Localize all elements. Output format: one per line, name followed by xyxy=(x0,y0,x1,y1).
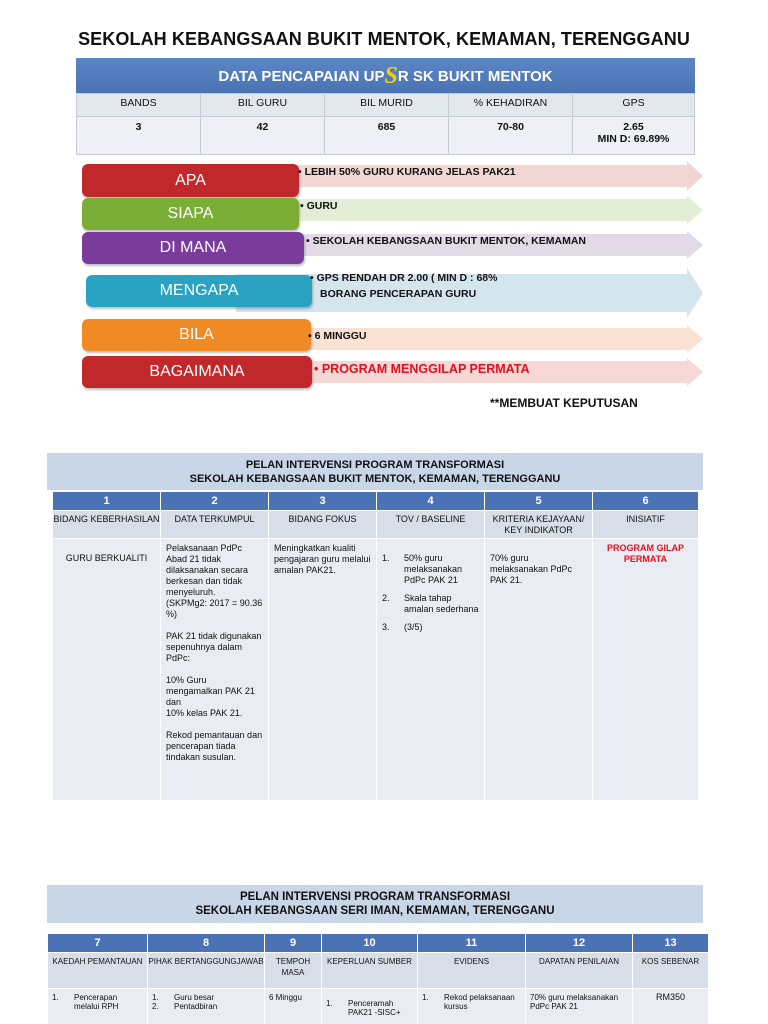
five-w-label-bagaimana: BAGAIMANA xyxy=(82,356,312,388)
plan1-col-number: 6 xyxy=(593,492,699,511)
plan2-subheader: KOS SEBENAR xyxy=(633,953,709,989)
five-w-answer: • PROGRAM MENGGILAP PERMATA xyxy=(314,362,530,376)
heading-part-1: DATA PENCAPAIAN UP xyxy=(218,68,385,85)
sumber-item: Penceramah PAK21 -SISC+ xyxy=(348,999,401,1017)
heading-ups-letter: S xyxy=(384,63,398,89)
plan2-tempoh: 6 Minggu xyxy=(265,989,322,1024)
pihak-item: Guru besar xyxy=(174,993,215,1002)
data-terkumpul-line: 10% kelas PAK 21. xyxy=(166,708,243,718)
value-kehadiran: 70-80 xyxy=(449,117,573,155)
plan1-subheader: INISIATIF xyxy=(593,511,699,539)
plan1-data-terkumpul xyxy=(161,539,269,801)
plan2-col-number: 9 xyxy=(265,934,322,953)
plan1-col-number: 5 xyxy=(485,492,593,511)
header-gps: GPS xyxy=(573,94,695,117)
plan1-subheader: BIDANG FOKUS xyxy=(269,511,377,539)
plan1-subheader: DATA TERKUMPUL xyxy=(161,511,269,539)
header-bil-guru: BIL GURU xyxy=(201,94,325,117)
plan1-fokus: Meningkatkan kualiti pengajaran guru melalui amalan PAK21. xyxy=(269,539,377,801)
plan2-col-number: 12 xyxy=(526,934,633,953)
plan2-subheader: DAPATAN PENILAIAN xyxy=(526,953,633,989)
evidens-item: Rekod pelaksanaan kursus xyxy=(444,993,515,1011)
five-w-label-siapa: SIAPA xyxy=(82,198,299,230)
five-w-label-apa: APA xyxy=(82,164,299,197)
plan1-table xyxy=(52,491,699,801)
plan2-heading-line1: PELAN INTERVENSI PROGRAM TRANSFORMASI xyxy=(239,891,511,903)
value-bands: 3 xyxy=(77,117,201,155)
plan1-heading-line1: PELAN INTERVENSI PROGRAM TRANSFORMASI xyxy=(245,459,505,471)
achievement-table-heading xyxy=(76,58,695,93)
plan2-subheader: EVIDENS xyxy=(418,953,526,989)
plan2-table xyxy=(47,933,709,1024)
data-terkumpul-line xyxy=(166,664,263,675)
plan2-col-number: 13 xyxy=(633,934,709,953)
five-w-answer: • GURU xyxy=(300,200,338,212)
plan1-subheader: KRITERIA KEJAYAAN/ KEY INDIKATOR xyxy=(485,511,593,539)
data-terkumpul-line: Rekod pemantauan dan pencerapan tiada tindakan susulan. xyxy=(166,730,263,762)
five-w-answer: • SEKOLAH KEBANGSAAN BUKIT MENTOK, KEMAMAN xyxy=(306,235,586,247)
gps-min-d: MIN D: 69.89% xyxy=(597,133,670,145)
header-kehadiran: % KEHADIRAN xyxy=(449,94,573,117)
plan2-sumber: 1. Penceramah PAK21 -SISC+ xyxy=(322,989,418,1024)
data-terkumpul-line: PAK 21 tidak digunakan sepenuhnya dalam PdPc: xyxy=(166,631,262,663)
header-bands: BANDS xyxy=(77,94,201,117)
data-terkumpul-line xyxy=(166,719,263,730)
tov-item: 2. Skala tahap amalan sederhana xyxy=(382,593,479,614)
five-w-answer: • LEBIH 50% GURU KURANG JELAS PAK21 xyxy=(298,166,516,178)
plan2-kaedah: 1. Pencerapan melalui RPH xyxy=(48,989,148,1024)
plan2-col-number: 8 xyxy=(148,934,265,953)
plan1-col-number: 4 xyxy=(377,492,485,511)
decision-note: **MEMBUAT KEPUTUSAN xyxy=(490,396,638,410)
page-title: SEKOLAH KEBANGSAAN BUKIT MENTOK, KEMAMAN, TERENGGANU xyxy=(78,29,690,49)
plan2-col-number: 10 xyxy=(322,934,418,953)
value-bil-murid: 685 xyxy=(325,117,449,155)
plan2-kos: RM350 xyxy=(633,989,709,1024)
plan2-heading-line2: SEKOLAH KEBANGSAAN SERI IMAN, KEMAMAN, TERENGGANU xyxy=(195,905,555,917)
plan1-col-number: 1 xyxy=(53,492,161,511)
achievement-data-table xyxy=(76,58,695,155)
tov-item: 3. (3/5) xyxy=(382,622,423,632)
data-terkumpul-line xyxy=(166,620,263,631)
header-bil-murid: BIL MURID xyxy=(325,94,449,117)
plan1-col-number: 3 xyxy=(269,492,377,511)
plan1-col-number: 2 xyxy=(161,492,269,511)
value-bil-guru: 42 xyxy=(201,117,325,155)
five-w-label-mengapa: MENGAPA xyxy=(86,275,312,307)
plan1-subheader: TOV / BASELINE xyxy=(377,511,485,539)
plan2-evidens: 1. Rekod pelaksanaan kursus xyxy=(418,989,526,1024)
data-terkumpul-line: 10% Guru mengamalkan PAK 21 dan xyxy=(166,675,255,707)
plan2-col-number: 7 xyxy=(48,934,148,953)
heading-part-2: R SK BUKIT MENTOK xyxy=(397,68,553,85)
plan2-heading xyxy=(47,885,703,923)
data-terkumpul-lines xyxy=(166,543,263,763)
value-gps xyxy=(573,117,695,155)
five-w-answer: • GPS RENDAH DR 2.00 ( MIN D : 68% BORANG PENCERAPAN GURU xyxy=(310,272,498,300)
plan1-kriteria: 70% guru melaksanakan PdPc PAK 21. xyxy=(485,539,593,801)
pihak-item: Pentadbiran xyxy=(174,1002,218,1011)
plan1-bidang: GURU BERKUALITI xyxy=(53,539,161,801)
plan2-subheader: KEPERLUAN SUMBER xyxy=(322,953,418,989)
kaedah-item: Pencerapan melalui RPH xyxy=(74,993,119,1011)
plan2-col-number: 11 xyxy=(418,934,526,953)
plan2-dapatan: 70% guru melaksanakan PdPc PAK 21 xyxy=(526,989,633,1024)
plan2-subheader: TEMPOH MASA xyxy=(265,953,322,989)
plan1-tov xyxy=(377,539,485,801)
five-w-answer: • 6 MINGGU xyxy=(308,330,367,342)
five-w-label-bila: BILA xyxy=(82,319,311,351)
gps-value: 2.65 xyxy=(623,121,644,133)
plan1-inisiatif: PROGRAM GILAP PERMATA xyxy=(593,539,699,801)
data-terkumpul-line: (SKPMg2: 2017 = 90.36 %) xyxy=(166,598,263,619)
five-w-label-di-mana: DI MANA xyxy=(82,232,304,264)
plan1-heading-line2: SEKOLAH KEBANGSAAN BUKIT MENTOK, KEMAMAN, TERENGGANU xyxy=(189,473,561,485)
plan1-heading xyxy=(47,453,703,490)
plan2-subheader: KAEDAH PEMANTAUAN xyxy=(48,953,148,989)
plan2-subheader: PIHAK BERTANGGUNGJAWAB xyxy=(148,953,265,989)
tov-list xyxy=(382,553,479,633)
data-terkumpul-line: Pelaksanaan PdPc Abad 21 tidak dilaksanakan secara berkesan dan tidak menyeluruh. xyxy=(166,543,249,597)
plan2-pihak: 1. Guru besar 2. Pentadbiran xyxy=(148,989,265,1024)
plan1-subheader: BIDANG KEBERHASILAN xyxy=(53,511,161,539)
tov-item: 1. 50% guru melaksanakan PdPc PAK 21 xyxy=(382,553,463,585)
